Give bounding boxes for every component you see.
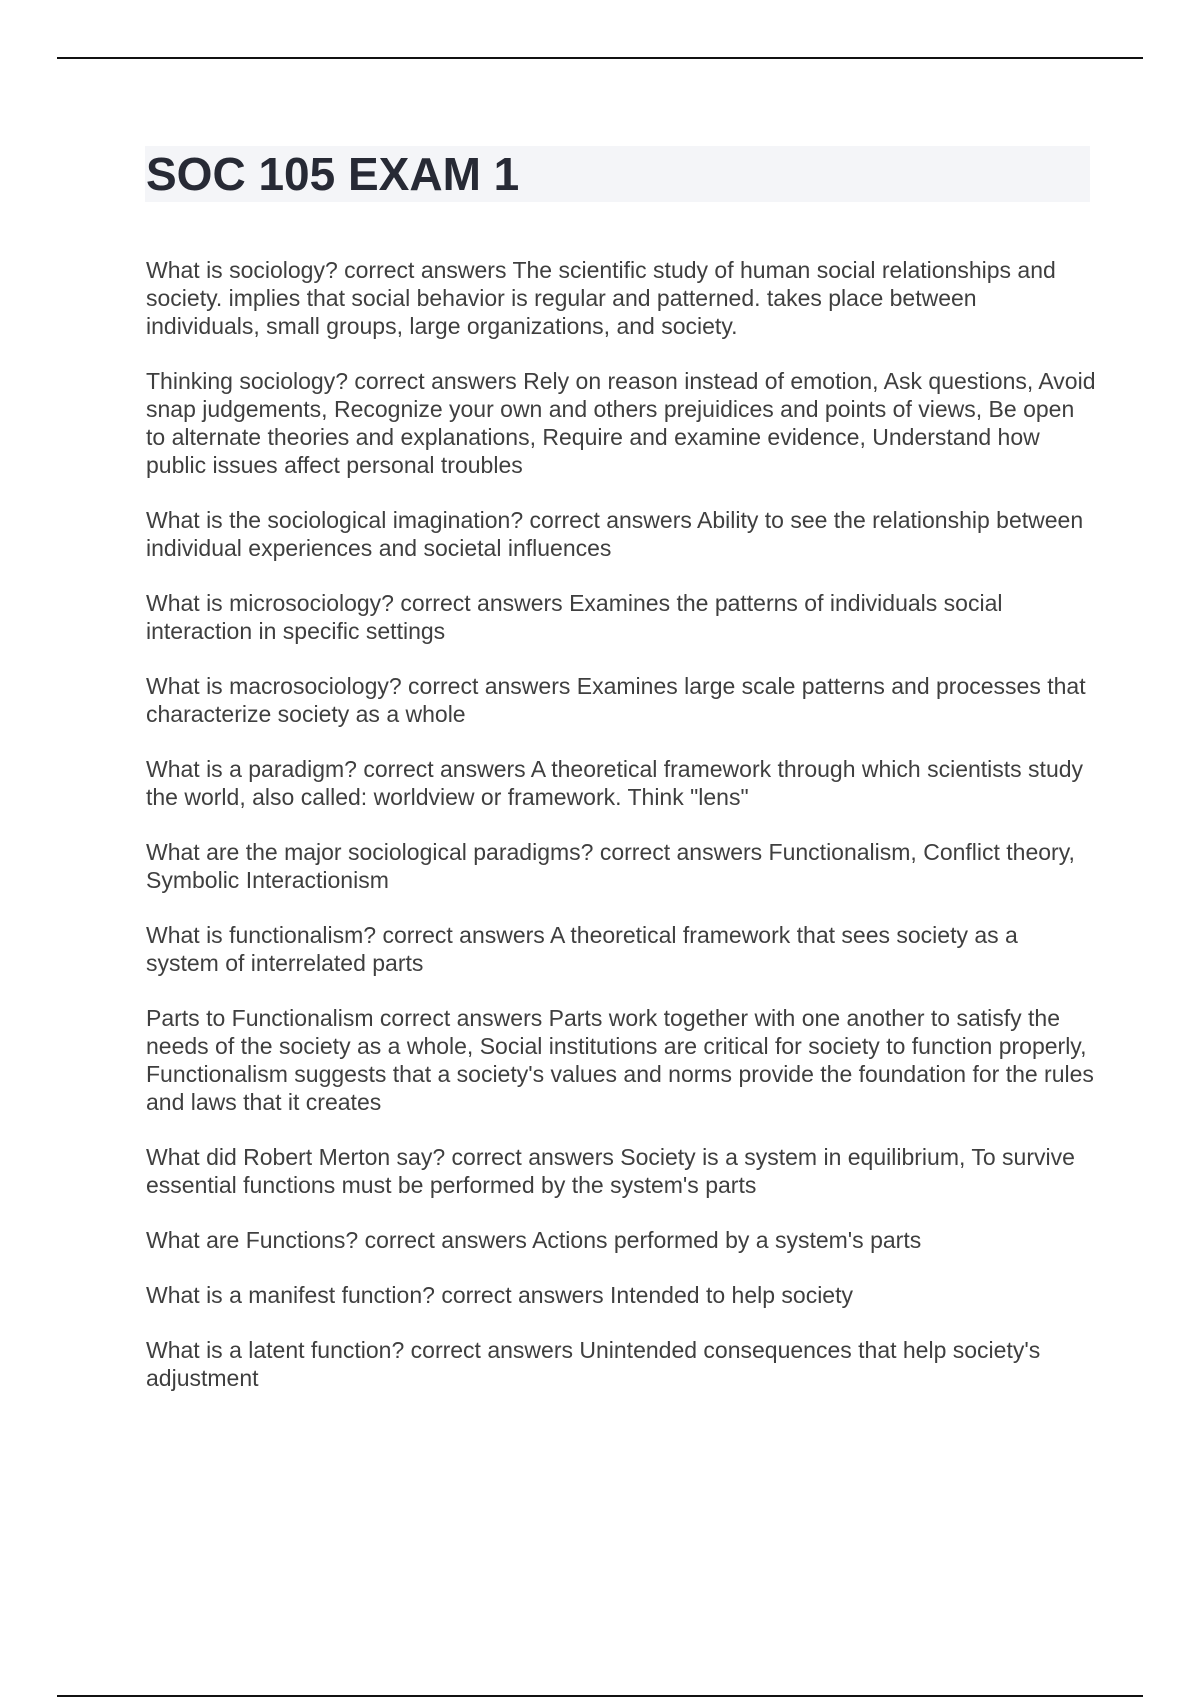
qa-item (146, 1004, 1096, 1116)
question-text: Parts to Functionalism (146, 1005, 374, 1031)
answer-text: A theoretical framework that sees society as a system of interrelated parts (146, 922, 1018, 976)
answer-separator: correct answers (451, 1144, 614, 1170)
answer-text: Examines large scale patterns and processes that characterize society as a whole (146, 673, 1086, 727)
answer-text: The scientific study of human social relationships and society. implies that social behavior is regular and patterned. takes place between individuals, small groups, large organizations, and society. (146, 257, 1056, 339)
qa-item (146, 1336, 1096, 1392)
answer-text: A theoretical framework through which scientists study the world, also called: worldview or framework. Think "lens" (146, 756, 1084, 810)
qa-item (146, 589, 1096, 645)
answer-text: Society is a system in equilibrium, To survive essential functions must be performed by the system's parts (146, 1144, 1075, 1198)
qa-item (146, 1281, 1096, 1309)
qa-item (146, 838, 1096, 894)
answer-separator: correct answers (364, 1227, 527, 1253)
question-text: What is a manifest function? (146, 1282, 435, 1308)
question-text: What is macrosociology? (146, 673, 402, 699)
question-text: Thinking sociology? (146, 368, 349, 394)
bottom-divider (57, 1695, 1143, 1697)
question-text: What is functionalism? (146, 922, 377, 948)
page-title: SOC 105 EXAM 1 (146, 148, 520, 200)
question-text: What is sociology? (146, 257, 338, 283)
question-text: What is a paradigm? (146, 756, 357, 782)
answer-separator: correct answers (363, 756, 526, 782)
answer-separator: correct answers (400, 590, 563, 616)
answer-separator: correct answers (379, 1005, 543, 1031)
answer-text: Examines the patterns of individuals social interaction in specific settings (146, 590, 1003, 644)
qa-item (146, 367, 1096, 479)
answer-text: Functionalism, Conflict theory, Symbolic Interactionism (146, 839, 1075, 893)
answer-text: Intended to help society (610, 1282, 853, 1308)
answer-text: Ability to see the relationship between individual experiences and societal influences (146, 507, 1084, 561)
answer-separator: correct answers (354, 368, 517, 394)
question-text: What are Functions? (146, 1227, 359, 1253)
answer-separator: correct answers (344, 257, 507, 283)
question-text: What are the major sociological paradigms? (146, 839, 594, 865)
question-text: What is the sociological imagination? (146, 507, 524, 533)
qa-list (146, 256, 1096, 1419)
question-text: What did Robert Merton say? (146, 1144, 446, 1170)
question-text: What is a latent function? (146, 1337, 405, 1363)
top-divider (57, 57, 1143, 59)
answer-separator: correct answers (529, 507, 692, 533)
answer-separator: correct answers (408, 673, 571, 699)
qa-item (146, 1143, 1096, 1199)
qa-item (146, 672, 1096, 728)
qa-item (146, 921, 1096, 977)
qa-item (146, 256, 1096, 340)
answer-text: Actions performed by a system's parts (532, 1227, 922, 1253)
answer-separator: correct answers (441, 1282, 604, 1308)
answer-text: Rely on reason instead of emotion, Ask questions, Avoid snap judgements, Recognize your own and others prejuidices and points of views, Be open to alternate theories and explanations, Require and examine evidence, Understand how public issues affect personal troubles (146, 368, 1096, 478)
answer-text: Parts work together with one another to satisfy the needs of the society as a whole, Social institutions are critical for society to function properly, Functionalism suggests that a society's values and norms provide the foundation for the rules and laws that it creates (146, 1005, 1094, 1115)
answer-separator: correct answers (382, 922, 545, 948)
qa-item (146, 506, 1096, 562)
answer-separator: correct answers (599, 839, 763, 865)
qa-item (146, 755, 1096, 811)
answer-separator: correct answers (410, 1337, 573, 1363)
answer-text: Unintended consequences that help society's adjustment (146, 1337, 1041, 1391)
question-text: What is microsociology? (146, 590, 394, 616)
qa-item (146, 1226, 1096, 1254)
